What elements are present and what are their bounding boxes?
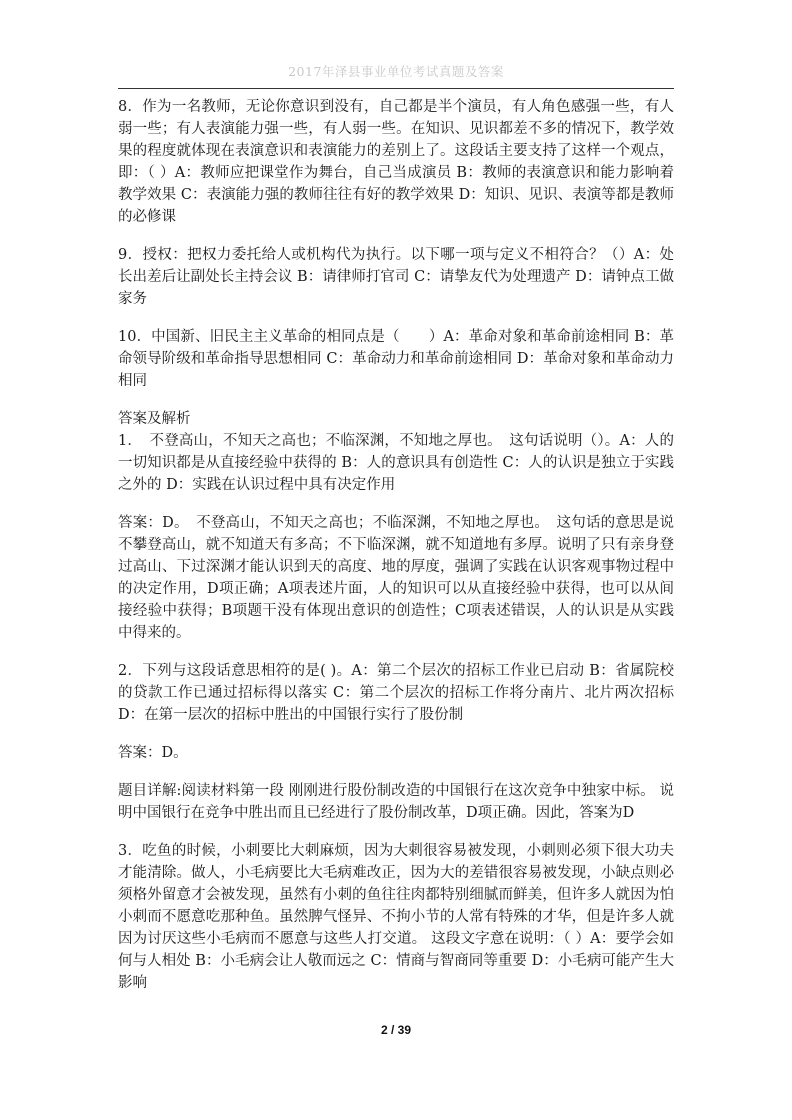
question-9: 9．授权：把权力委托给人或机构代为执行。以下哪一项与定义不相符合？（）A：处长出差后让副处长主持会议 B：请律师打官司 C：请挚友代为处理遗产 D：请钟点工做家务 xyxy=(118,247,674,307)
answer-2-result: 答案：D。 xyxy=(118,745,188,761)
document-body xyxy=(118,96,674,994)
answers-heading: 答案及解析 xyxy=(118,411,191,427)
answer-1-explanation: 答案：D。 不登高山，不知天之高也；不临深渊，不知地之厚也。 这句话的意思是说不攀登高山，就不知道天有多高；不下临深渊，就不知道地有多厚。说明了只有亲身登过高山、下过深渊才能认识到天的高度、地的厚度，强调了实践在认识客观事物过程中的决定作用，D项正确；A项表述片面，人的知识可以从直接经验中获得，也可以从间接经验中获得；B项题干没有体现出意识的创造性；C项表述错误，人的认识是从实践中得来的。 xyxy=(118,515,674,641)
question-8: 8．作为一名教师，无论你意识到没有，自己都是半个演员，有人角色感强一些，有人弱一些；有人表演能力强一些，有人弱一些。在知识、见识都差不多的情况下，教学效果的程度就体现在表演意识和表演能力的差别上了。这段话主要支持了这样一个观点，即：（ ）A：教师应把课堂作为舞台，自己当成演员 B：教师的表演意识和能力影响着教学效果 C：表演能力强的教师往往有好的教学效果 D：知识、见识、表演等都是教师的必修课 xyxy=(118,99,674,225)
answer-question-1: 1． 不登高山，不知天之高也；不临深渊，不知地之厚也。 这句话说明（）。A：人的一切知识都是从直接经验中获得的 B：人的意识具有创造性 C：人的认识是独立于实践之外的 D：实践在认识过程中具有决定作用 xyxy=(118,433,674,493)
answer-question-3: 3．吃鱼的时候，小刺要比大刺麻烦，因为大刺很容易被发现，小刺则必须下很大功夫才能清除。做人，小毛病要比大毛病难改正，因为大的差错很容易被发现，小缺点则必须格外留意才会被发现，虽然有小刺的鱼往往肉都特别细腻而鲜美，但许多人就因为怕小刺而不愿意吃那种鱼。虽然脾气怪异、不拘小节的人常有特殊的才华，但是许多人就因为讨厌这些小毛病而不愿意与这些人打交道。 这段文字意在说明：（ ）A：要学会如何与人相处 B：小毛病会让人敬而远之 C：情商与智商同等重要 D：小毛病可能产生大影响 xyxy=(118,843,674,991)
answer-2-explanation: 题目详解:阅读材料第一段 刚刚进行股份制改造的中国银行在这次竞争中独家中标。 说明中国银行在竞争中胜出而且已经进行了股份制改革，D项正确。因此，答案为D xyxy=(118,783,674,821)
answer-question-2: 2．下列与这段话意思相符的是( )。A：第二个层次的招标工作业已启动 B：省属院校的贷款工作已通过招标得以落实 C：第二个层次的招标工作将分南片、北片两次招标 D：在第一层次的招标中胜出的中国银行实行了股份制 xyxy=(118,663,674,723)
question-10: 10．中国新、旧民主主义革命的相同点是（ ）A：革命对象和革命前途相同 B：革命领导阶级和革命指导思想相同 C：革命动力和革命前途相同 D：革命对象和革命动力相同 xyxy=(118,329,674,389)
header-rule xyxy=(118,88,674,89)
page-number: 2 / 39 xyxy=(380,1023,412,1037)
page-header-title: 2017年泽县事业单位考试真题及答案 xyxy=(288,64,504,79)
